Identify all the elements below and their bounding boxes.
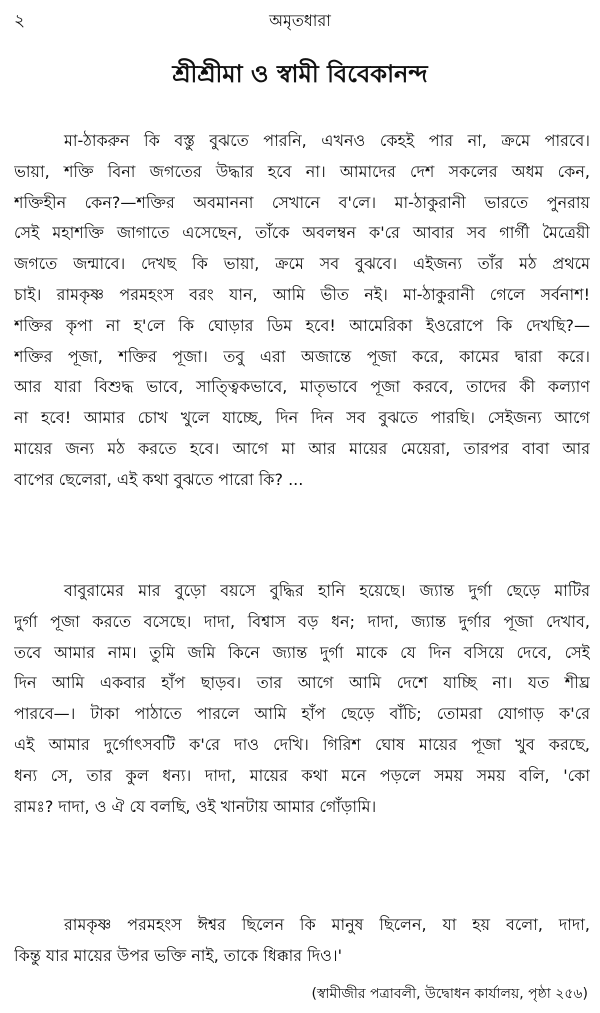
paragraph-line: রামকৃষ্ণ পরমহংস ঈশ্বর ছিলেন কি মানুষ ছিলেন, যা হয় বলো, দাদা, [64,915,590,934]
paragraph-1 [14,126,590,496]
paragraph-line: আর যারা বিশুদ্ধ ভাবে, সাত্ত্বিকভাবে, মাতৃভাবে পূজা করবে, তাদের কী কল্যাণ [14,377,590,397]
running-title: অমৃতধারা [269,11,331,30]
paragraph-line: বাপের ছেলেরা, এই কথা বুঝতে পারো কি? ... [14,469,304,489]
paragraph-line: দুর্গা পূজা করতে বসেছে। দাদা, বিশ্বাস বড় ধন; দাদা, জ্যান্ত দুর্গার পূজা দেখাব, [14,611,590,631]
paragraph-line: না হবে! আমার চোখ খুলে যাচ্ছে, দিন দিন সব বুঝতে পারছি। সেইজন্য আগে [14,408,590,428]
page-number: ২ [14,11,26,31]
source-citation: (স্বামীজীর পত্রাবলী, উদ্বোধন কার্যালয়, পৃষ্ঠা ২৫৬) [311,986,588,1002]
paragraph-line: তবে আমার নাম। তুমি জমি কিনে জ্যান্ত দুর্গা মাকে যে দিন বসিয়ে দেবে, সেই [14,642,590,662]
paragraph-line: কিন্তু যার মায়ের উপর ভক্তি নাই, তাকে ধিক্কার দিও।' [14,945,342,965]
paragraph-2 [14,576,590,822]
paragraph-line: মা-ঠাকরুন কি বস্তু বুঝতে পারনি, এখনও কেহই পার না, ক্রমে পারবে। [64,131,590,150]
paragraph-line: সেই মহাশক্তি জাগাতে এসেছেন, তাঁকে অবলম্বন ক'রে আবার সব গার্গী মৈত্রেয়ী [14,223,590,243]
paragraph-line: শক্তির কৃপা না হ'লে কি ঘোড়ার ডিম হবে! আমেরিকা ইওরোপে কি দেখছি?— [14,315,590,335]
paragraph-line: ভায়া, শক্তি বিনা জগতের উদ্ধার হবে না। আমাদের দেশ সকলের অধম কেন, [14,161,590,181]
paragraph-line: জগতে জন্মাবে। দেখছ কি ভায়া, ক্রমে সব বুঝবে। এইজন্য তাঁর মঠ প্রথমে [14,254,590,274]
paragraph-line: দিন আমি একবার হাঁপ ছাড়ব। তার আগে আমি দেশে যাচ্ছি না। যত শীঘ্র [14,673,590,693]
paragraph-line: ধন্য সে, তার কুল ধন্য। দাদা, মায়ের কথা মনে পড়লে সময় সময় বলি, 'কো [14,765,590,785]
paragraph-line: শক্তির পূজা, শক্তির পূজা। তবু এরা অজান্তে পূজা করে, কামের দ্বারা করে। [14,346,590,366]
paragraph-line: রামঃ? দাদা, ও ঐ যে বলছি, ওই খানটায় আমার গোঁড়ামি। [14,796,377,816]
paragraph-line: পারবে—। টাকা পাঠাতে পারলে আমি হাঁপ ছেড়ে বাঁচি; তোমরা যোগাড় ক'রে [14,704,590,724]
paragraph-line: চাই। রামকৃষ্ণ পরমহংস বরং যান, আমি ভীত নই। মা-ঠাকুরানী গেলে সর্বনাশ! [14,284,590,304]
paragraph-line: মায়ের জন্য মঠ করতে হবে। আগে মা আর মায়ের মেয়েরা, তারপর বাবা আর [14,438,590,458]
paragraph-line: এই আমার দুর্গোৎসবটি ক'রে দাও দেখি। গিরিশ ঘোষ মায়ের পূজা খুব করছে, [14,734,590,754]
paragraph-3 [14,910,590,972]
paragraph-line: শক্তিহীন কেন?—শক্তির অবমাননা সেখানে ব'লে। মা-ঠাকুরানী ভারতে পুনরায় [14,192,590,212]
paragraph-line: বাবুরামের মার বুড়ো বয়সে বুদ্ধির হানি হয়েছে। জ্যান্ত দুর্গা ছেড়ে মাটির [64,581,590,600]
chapter-title: শ্রীশ্রীমা ও স্বামী বিবেকানন্দ [172,60,428,88]
